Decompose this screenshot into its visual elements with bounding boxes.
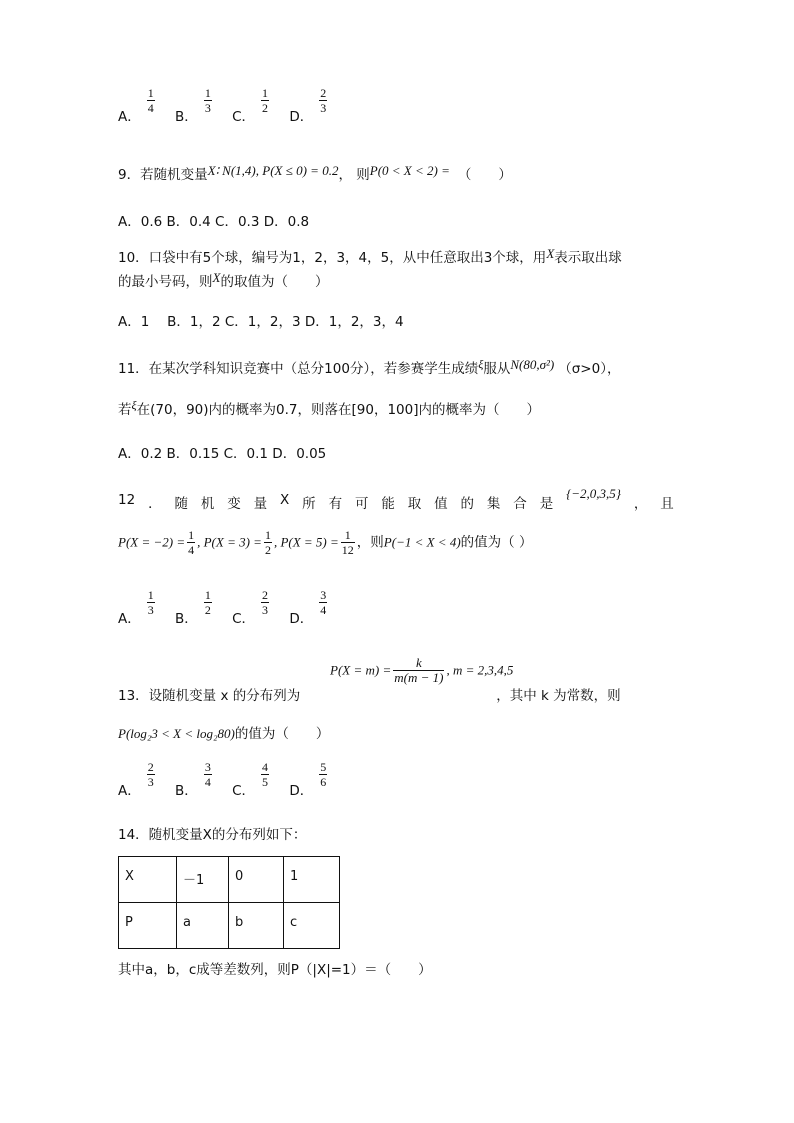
q9-stem: 9．若随机变量X∶ N(1,4), P(X ≤ 0) = 0.2， 则P(0 < X < 2) = （ ） [118,163,512,183]
q12-stem-line2: P(X = −2) = $\frac{1}{4}$ , P(X = 3) = $\frac{1}{2}$ , P(X = 5) = $\frac{1}{12}$ ，则P(−1 < X < 4)的值为（ ） [118,528,533,557]
q12-option-c: C． $\frac{2}{3}$ [232,588,269,627]
distribution-table [118,856,340,949]
table-cell: －1 [177,857,229,903]
table-row [119,857,340,903]
table-cell: a [177,903,229,949]
q8-option-b: B． $\frac{1}{3}$ [175,86,211,125]
q8-option-c: C． $\frac{1}{2}$ [232,86,269,125]
q13-options [118,760,343,799]
q8-option-a: A． $\frac{1}{4}$ [118,86,154,125]
q14-footer: 其中a，b，c成等差数列，则P（|X|=1）＝（ ） [118,962,432,978]
q11-stem-line2: 若ξ在(70，90)内的概率为0.7，则落在[90，100]内的概率为（ ） [118,398,540,418]
table-cell: c [284,903,340,949]
q8-option-d: D． $\frac{2}{3}$ [289,86,327,125]
q13-option-a: A． $\frac{2}{3}$ [118,760,154,799]
q12-option-a: A． $\frac{1}{3}$ [118,588,154,627]
table-cell: b [229,903,284,949]
q11-stem-line1: 11．在某次学科知识竞赛中（总分100分），若参赛学生成绩ξ服从N(80,σ²) （σ>0）， [118,357,621,377]
q13-option-d: D． $\frac{5}{6}$ [289,760,327,799]
q12-option-b: B． $\frac{1}{2}$ [175,588,211,627]
table-row [119,903,340,949]
q10-stem-line2: 的最小号码，则X的取值为（ ） [118,270,329,290]
q12-option-d: D． $\frac{3}{4}$ [289,588,327,627]
q8-options [118,86,343,125]
q14-title: 14．随机变量X的分布列如下： [118,827,307,843]
q10-options: A．1 B．1，2 C．1，2，3 D．1，2，3，4 [118,314,404,330]
q11-options: A．0.2 B．0.15 C．0.1 D．0.05 [118,446,327,462]
q10-stem-line1: 10．口袋中有5个球，编号为1，2，3，4，5，从中任意取出3个球，用X表示取出球 [118,246,622,266]
table-cell: 1 [284,857,340,903]
q13-stem-line2: P(log₂3 < X < log₂80)的值为（ ） [118,726,330,742]
q13-option-b: B． $\frac{3}{4}$ [175,760,211,799]
table-cell: P [119,903,177,949]
q13-stem-line1: 13．设随机变量 x 的分布列为 ，其中 k 为常数，则 [118,688,621,704]
q12-options [118,588,343,627]
q9-options: A．0.6 B．0.4 C．0.3 D．0.8 [118,214,310,230]
q13-option-c: C． $\frac{4}{5}$ [232,760,269,799]
table-cell: X [119,857,177,903]
q13-formula: P(X = m) = $\frac{k}{m(m - 1)}$ , m = 2,3,4,5 [330,655,514,685]
table-cell: 0 [229,857,284,903]
q12-stem-line1: 12 ． 随 机 变 量 X 所 有 可 能 取 值 的 集 合 是 {−2,0,3,5} ， 且 [118,486,674,512]
